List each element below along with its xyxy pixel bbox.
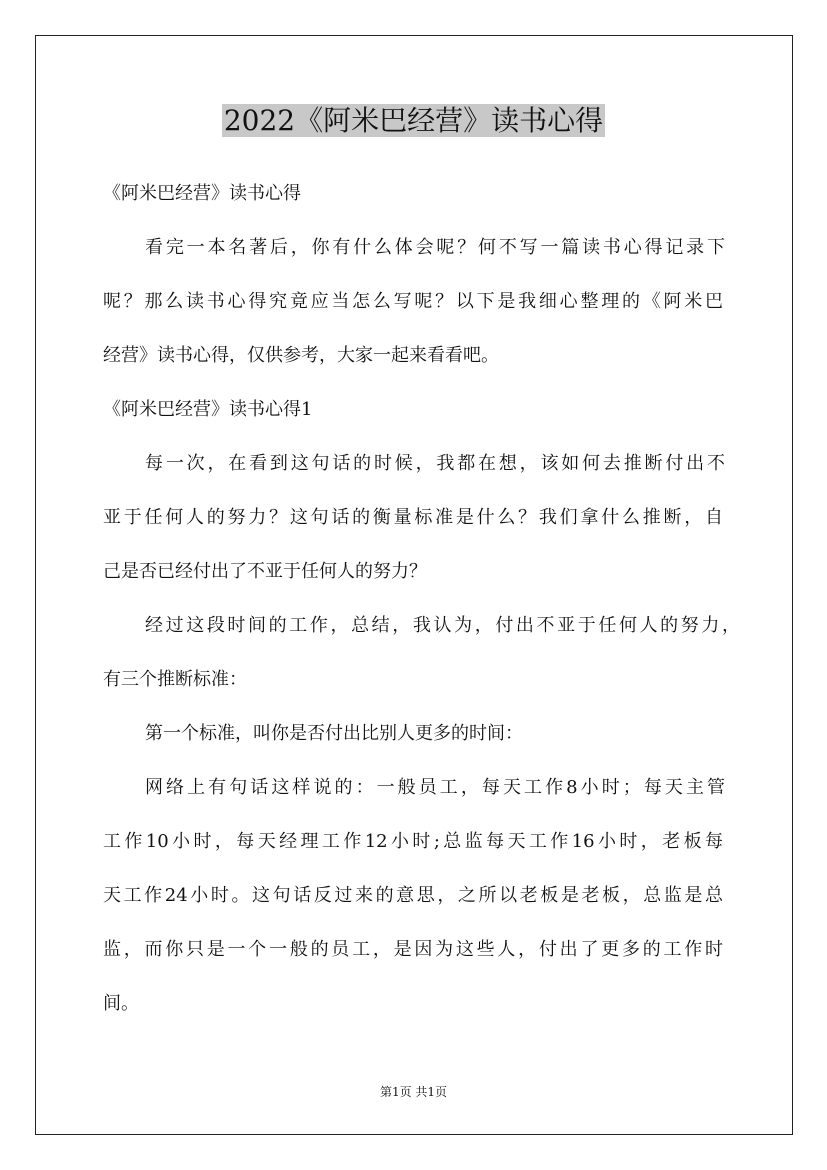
- paragraph-line: 天工作24小时。这句话反过来的意思，之所以老板是老板，总监是总: [103, 885, 723, 906]
- document-title-text: 2022《阿米巴经营》读书心得: [223, 104, 604, 137]
- document-title: [0, 101, 827, 141]
- paragraph-line: 亚于任何人的努力？这句话的衡量标准是什么？我们拿什么推断，自: [103, 507, 723, 528]
- paragraph-line: 每一次，在看到这句话的时候，我都在想，该如何去推断付出不: [145, 453, 725, 474]
- paragraph-line: 监，而你只是一个一般的员工，是因为这些人，付出了更多的工作时: [103, 939, 723, 960]
- paragraph-line: 工作10小时，每天经理工作12小时;总监每天工作16小时，老板每: [103, 831, 723, 852]
- paragraph-line: 第一个标准，叫你是否付出比别人更多的时间：: [145, 723, 523, 744]
- subtitle-line: 《阿米巴经营》读书心得: [103, 183, 301, 204]
- paragraph-line: 看完一本名著后，你有什么体会呢？何不写一篇读书心得记录下: [145, 237, 725, 258]
- paragraph-line: 网络上有句话这样说的：一般员工，每天工作8小时；每天主管: [145, 777, 725, 798]
- paragraph-line: 呢？那么读书心得究竟应当怎么写呢？以下是我细心整理的《阿米巴: [103, 291, 723, 312]
- paragraph-line: 有三个推断标准：: [103, 669, 247, 690]
- paragraph-line: 己是否已经付出了不亚于任何人的努力？: [103, 561, 427, 582]
- paragraph-line: 经过这段时间的工作，总结，我认为，付出不亚于任何人的努力，: [145, 615, 740, 636]
- paragraph-line: 间。: [103, 993, 139, 1014]
- paragraph-line: 经营》读书心得，仅供参考，大家一起来看看吧。: [103, 345, 499, 366]
- page-number-footer: 第1页 共1页: [379, 1085, 448, 1099]
- section-heading: 《阿米巴经营》读书心得1: [103, 399, 313, 420]
